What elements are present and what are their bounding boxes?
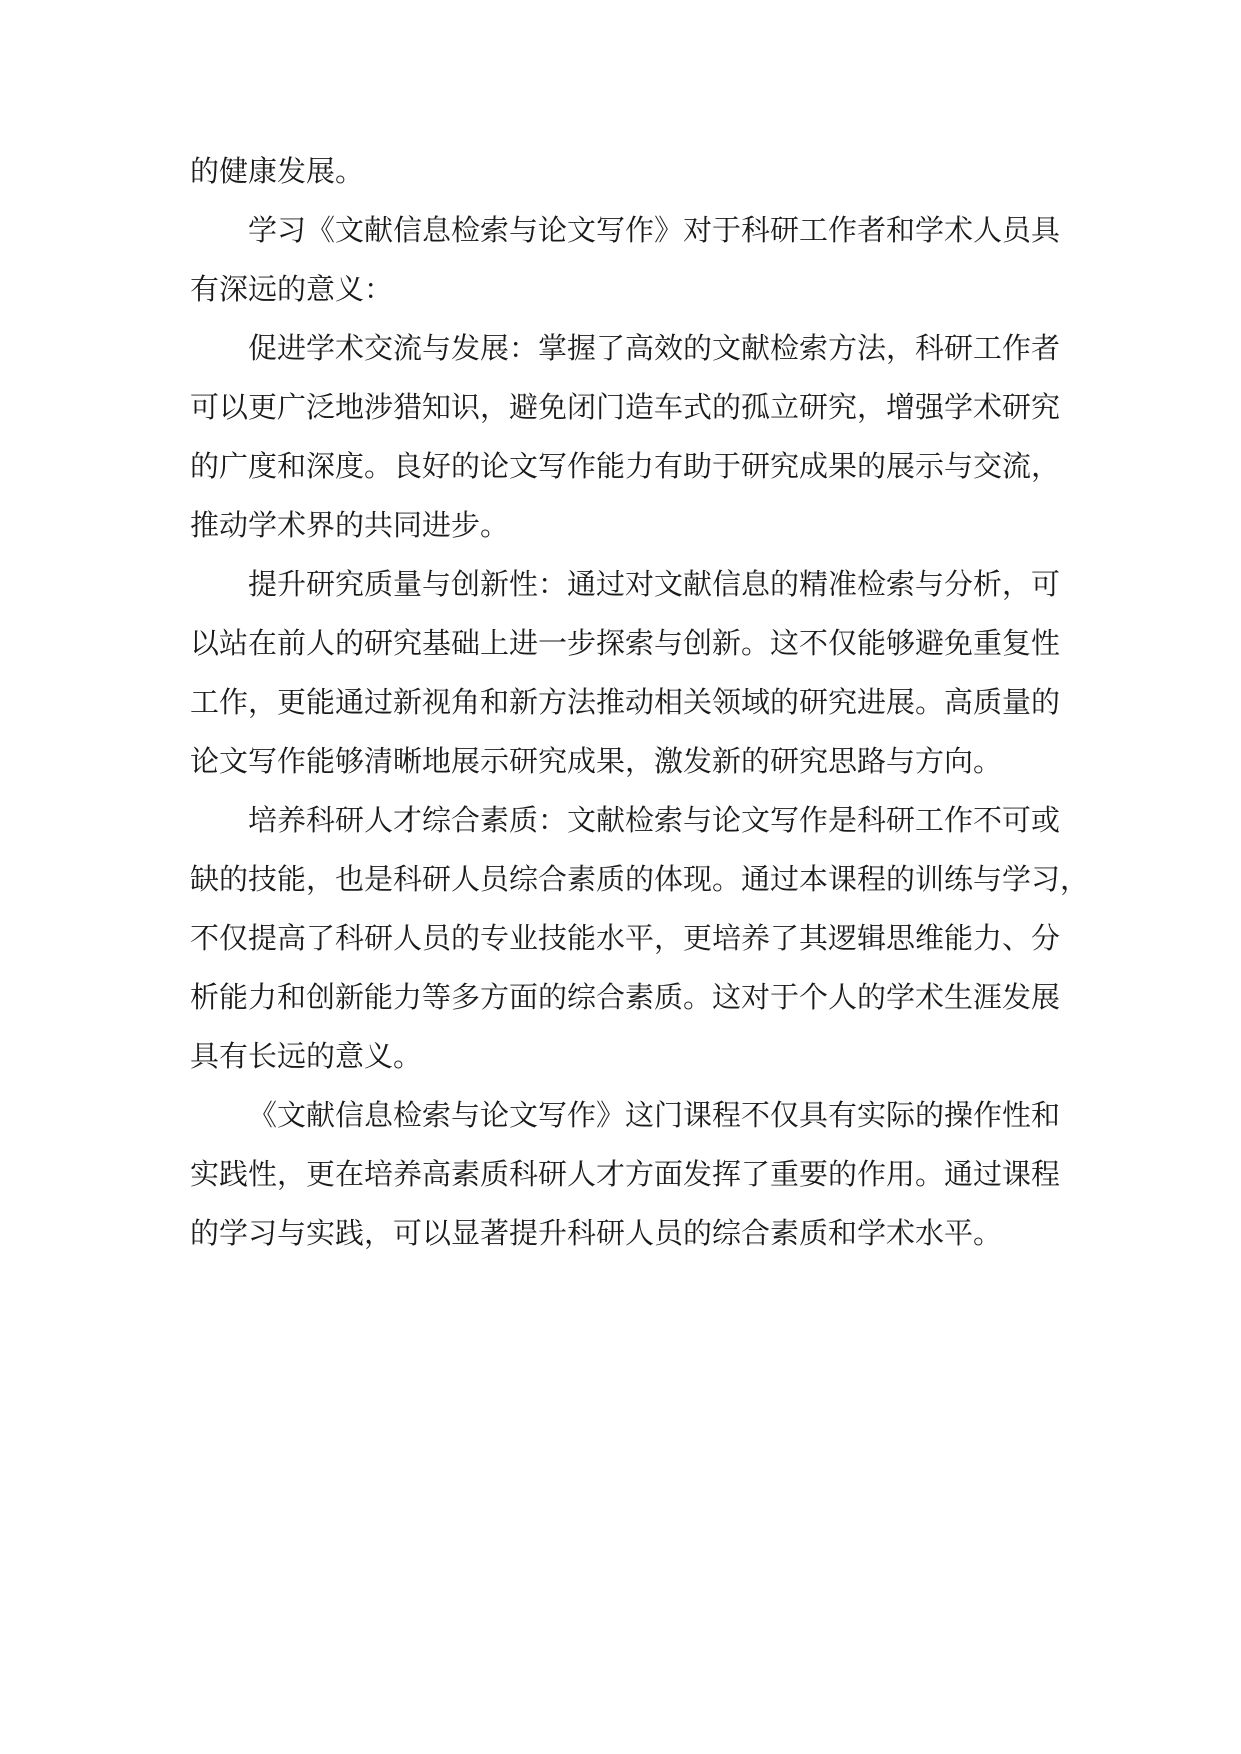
text-line: 实践性，更在培养高素质科研人才方面发挥了重要的作用。通过课程 (190, 1157, 1061, 1191)
paragraph (190, 791, 1090, 1086)
text-line: 不仅提高了科研人员的专业技能水平，更培养了其逻辑思维能力、分 (190, 921, 1061, 955)
text-line: 有深远的意义： (190, 272, 394, 306)
text-line: 的学习与实践，可以显著提升科研人员的综合素质和学术水平。 (190, 1216, 1003, 1250)
text-line: 学习《文献信息检索与论文写作》对于科研工作者和学术人员具 (248, 213, 1061, 247)
text-line: 的健康发展。 (190, 154, 365, 188)
paragraph (190, 142, 1070, 201)
text-line: 推动学术界的共同进步。 (190, 508, 510, 542)
text-line: 培养科研人才综合素质：文献检索与论文写作是科研工作不可或 (248, 803, 1061, 837)
text-line: 析能力和创新能力等多方面的综合素质。这对于个人的学术生涯发展 (190, 980, 1061, 1014)
document-body (190, 142, 1090, 1263)
text-line: 促进学术交流与发展：掌握了高效的文献检索方法，科研工作者 (248, 331, 1061, 365)
paragraph (190, 201, 1070, 319)
paragraph (190, 319, 1070, 555)
text-line: 的广度和深度。良好的论文写作能力有助于研究成果的展示与交流， (190, 449, 1061, 483)
text-line: 论文写作能够清晰地展示研究成果，激发新的研究思路与方向。 (190, 744, 1003, 778)
text-line: 具有长远的意义。 (190, 1039, 423, 1073)
text-line: 可以更广泛地涉猎知识，避免闭门造车式的孤立研究，增强学术研究 (190, 390, 1061, 424)
paragraph (190, 1086, 1070, 1263)
text-line: 以站在前人的研究基础上进一步探索与创新。这不仅能够避免重复性 (190, 626, 1061, 660)
text-line: 工作，更能通过新视角和新方法推动相关领域的研究进展。高质量的 (190, 685, 1061, 719)
text-line: 提升研究质量与创新性：通过对文献信息的精准检索与分析，可 (248, 567, 1061, 601)
paragraph (190, 555, 1070, 791)
text-line: 缺的技能，也是科研人员综合素质的体现。通过本课程的训练与学习， (190, 862, 1090, 896)
text-line: 《文献信息检索与论文写作》这门课程不仅具有实际的操作性和 (248, 1098, 1061, 1132)
